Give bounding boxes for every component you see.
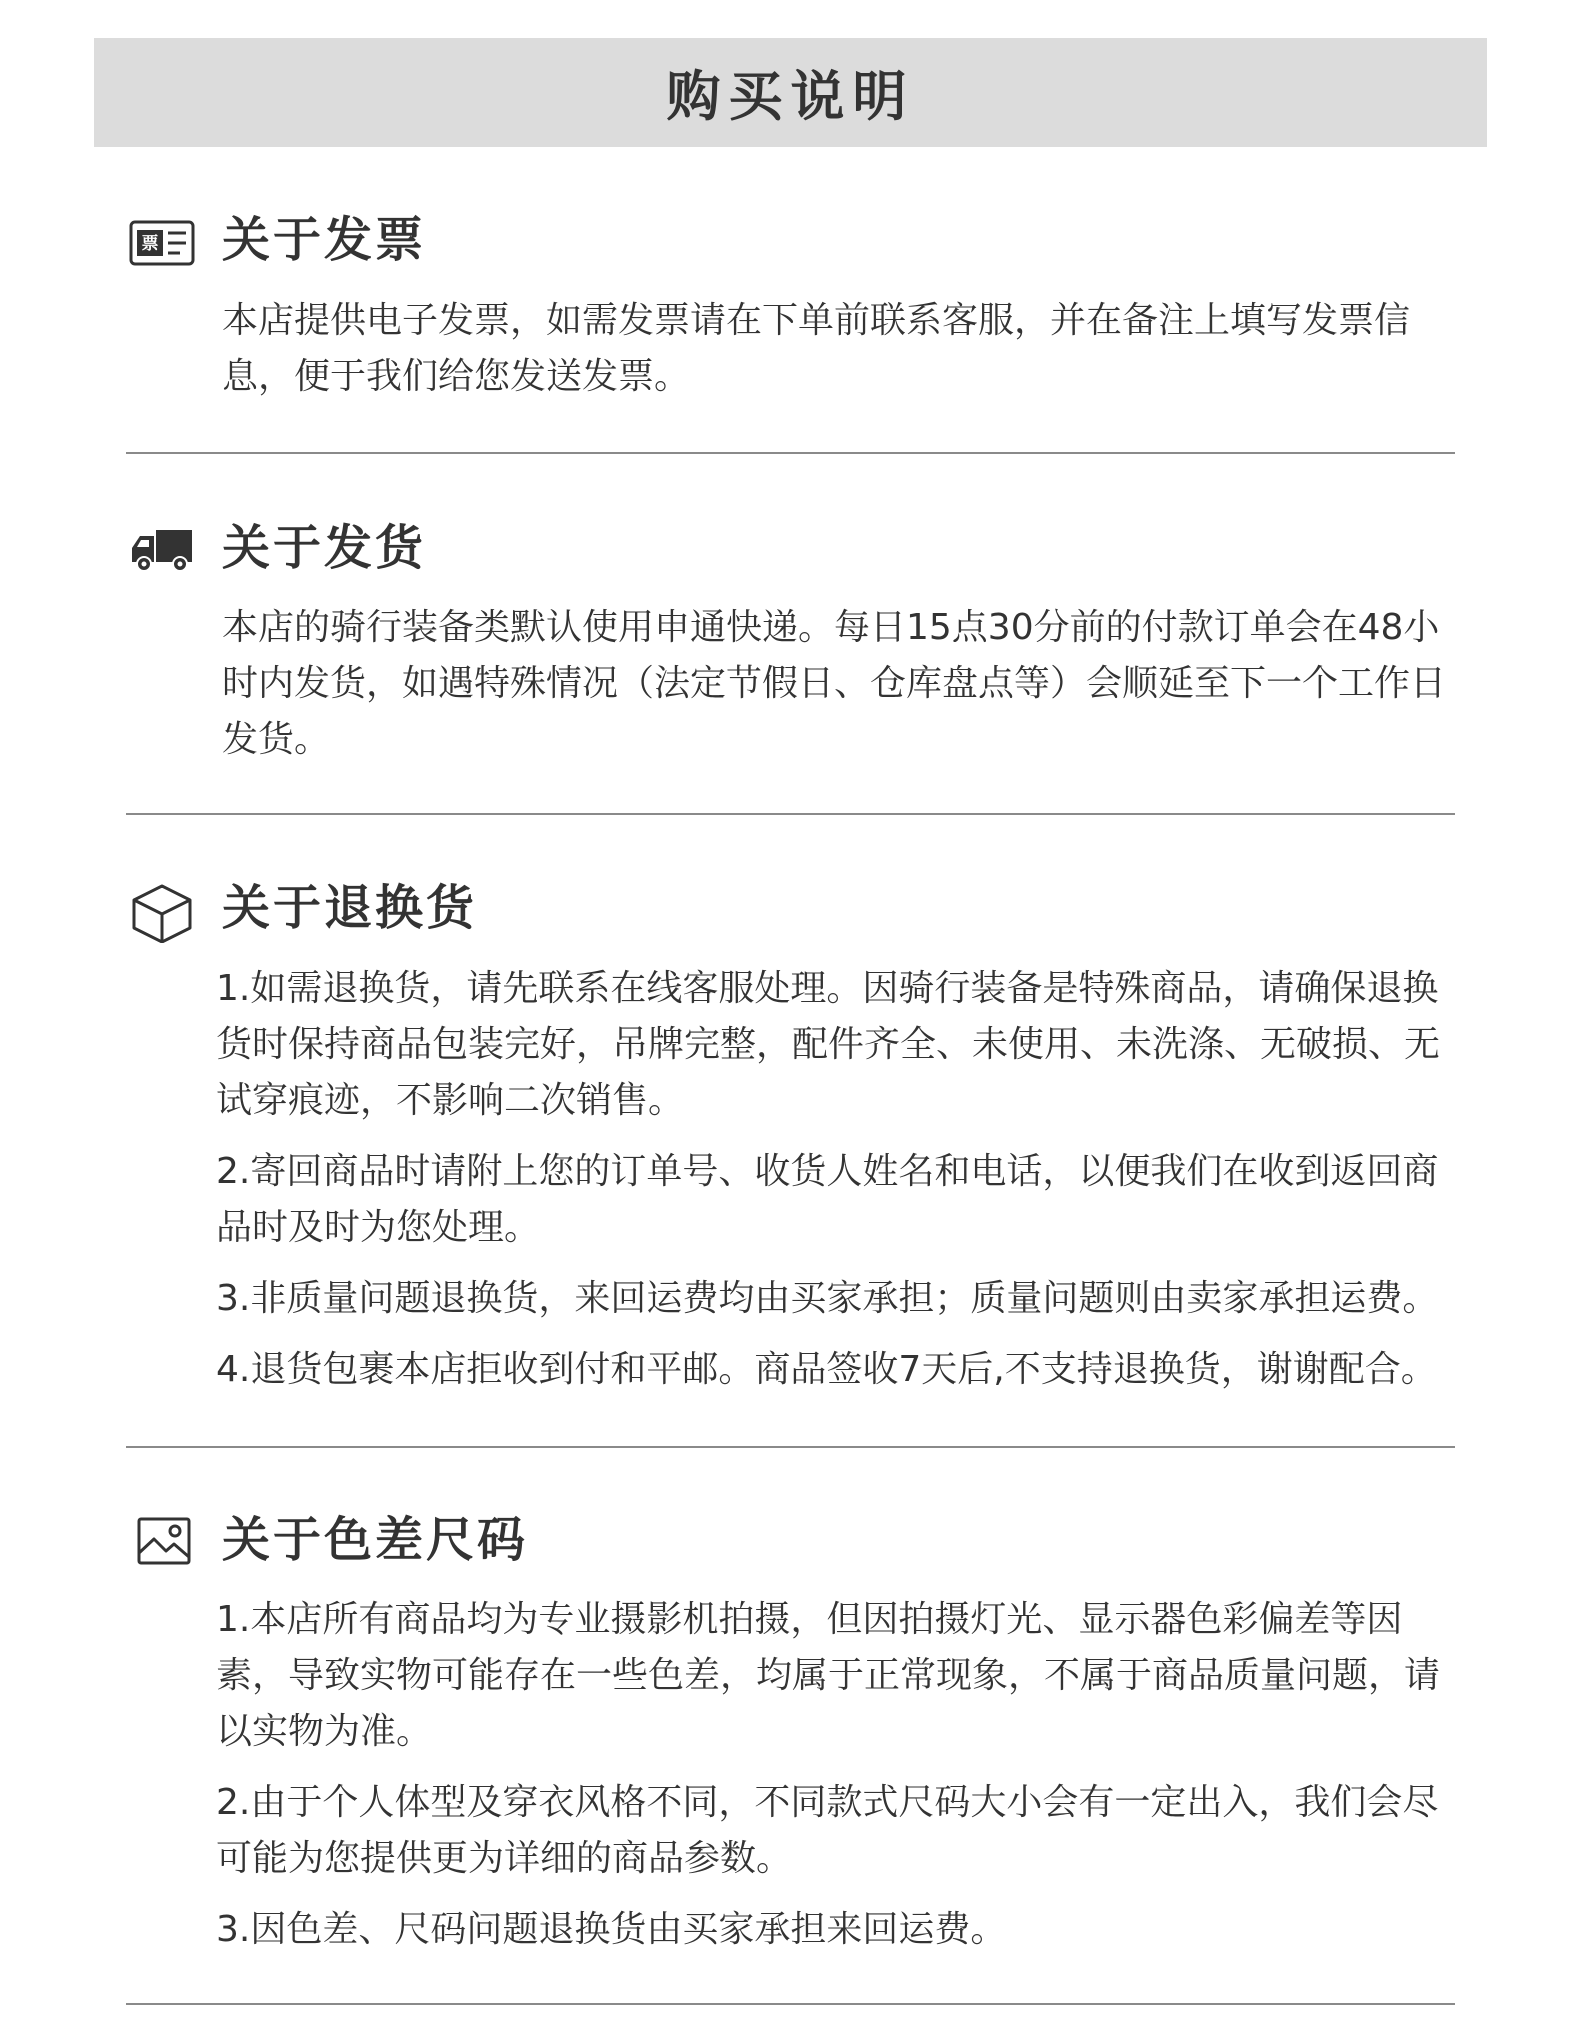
invoice-ticket-icon: [128, 218, 196, 270]
divider: [126, 452, 1455, 454]
list-item: 2.由于个人体型及穿衣风格不同，不同款式尺码大小会有一定出入，我们会尽可能为您提供更为详细的商品参数。: [216, 1782, 1439, 1879]
package-box-icon: [128, 883, 196, 935]
returns-list: [216, 961, 1466, 1413]
list-item: 1.本店所有商品均为专业摄影机拍摄，但因拍摄灯光、显示器色彩偏差等因素，导致实物可能存在一些色差，均属于正常现象，不属于商品质量问题，请以实物为准。: [216, 1599, 1441, 1752]
invoice-title: 关于发票: [222, 212, 427, 268]
list-item: 4.退货包裹本店拒收到付和平邮。商品签收7天后,不支持退换货，谢谢配合。: [216, 1349, 1437, 1390]
invoice-icon-label: 票: [141, 234, 159, 254]
list-item: 2.寄回商品时请附上您的订单号、收货人姓名和电话，以便我们在收到返回商品时及时为您处理。: [216, 1151, 1439, 1248]
list-item: 1.如需退换货，请先联系在线客服处理。因骑行装备是特殊商品，请确保退换货时保持商品包装完好，吊牌完整，配件齐全、未使用、未洗涤、无破损、无试穿痕迹，不影响二次销售。: [216, 968, 1441, 1121]
shipping-text: 本店的骑行装备类默认使用申通快递。每日15点30分前的付款订单会在48小时内发货，如遇特殊情况（法定节假日、仓库盘点等）会顺延至下一个工作日发货。: [222, 607, 1447, 760]
header-banner: [94, 38, 1487, 147]
shipping-title: 关于发货: [222, 520, 427, 576]
page-title: 购买说明: [666, 65, 915, 128]
divider: [126, 813, 1455, 815]
image-picture-icon: [128, 1515, 196, 1567]
delivery-truck-icon: [128, 524, 196, 576]
invoice-text: 本店提供电子发票，如需发票请在下单前联系客服，并在备注上填写发票信息，便于我们给您发送发票。: [222, 300, 1411, 397]
list-item: 3.非质量问题退换货，来回运费均由买家承担；质量问题则由卖家承担运费。: [216, 1278, 1439, 1319]
returns-title: 关于退换货: [222, 880, 478, 936]
divider: [126, 1446, 1455, 1448]
color-size-title: 关于色差尺码: [222, 1512, 529, 1568]
list-item: 3.因色差、尺码问题退换货由买家承担来回运费。: [216, 1909, 1007, 1950]
divider: [126, 2003, 1455, 2005]
color-size-list: [216, 1592, 1466, 1973]
